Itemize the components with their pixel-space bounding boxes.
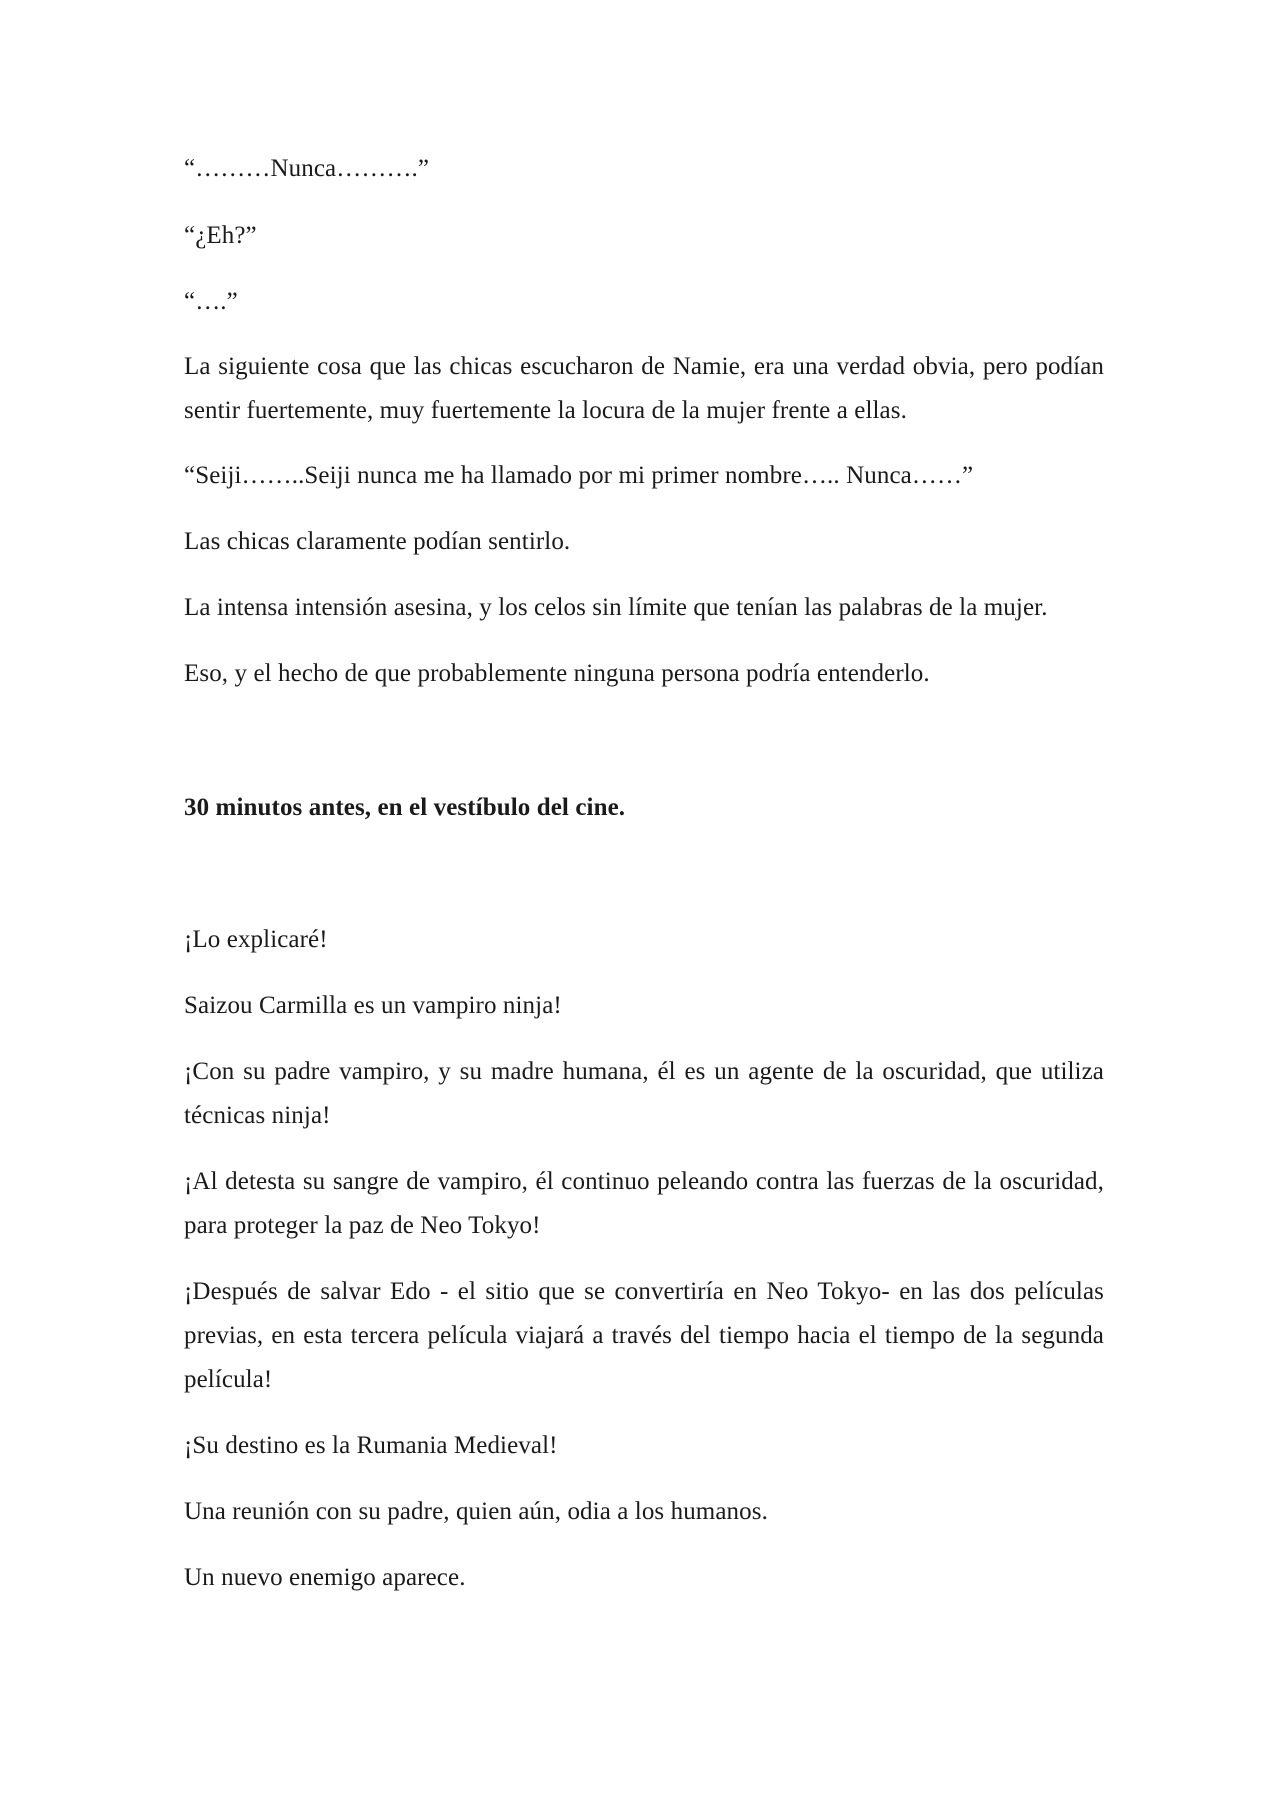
narration-paragraph: Las chicas claramente podían sentirlo. (184, 528, 571, 555)
narration-paragraph: La siguiente cosa que las chicas escucharon de Namie, era una verdad obvia, pero podían sentir fuertemente, muy fuertemente la locura de la mujer frente a ellas. (184, 353, 1104, 424)
dialogue-line-eh: “¿Eh?” (184, 222, 257, 249)
narration-paragraph: La intensa intensión asesina, y los celos sin límite que tenían las palabras de la mujer. (184, 594, 1048, 621)
dialogue-line-seiji: “Seiji……..Seiji nunca me ha llamado por mi primer nombre….. Nunca……” (184, 462, 974, 489)
narration-paragraph: Eso, y el hecho de que probablemente ninguna persona podría entenderlo. (184, 660, 930, 687)
narration-paragraph: ¡Su destino es la Rumania Medieval! (184, 1432, 558, 1459)
narration-paragraph: ¡Después de salvar Edo - el sitio que se convertiría en Neo Tokyo- en las dos películas previas, en esta tercera película viajará a través del tiempo hacia el tiempo de la segunda película! (184, 1278, 1104, 1393)
dialogue-line-ellipsis: “….” (184, 288, 238, 315)
scene-heading: 30 minutos antes, en el vestíbulo del cine. (184, 794, 626, 821)
narration-paragraph: Una reunión con su padre, quien aún, odia a los humanos. (184, 1498, 768, 1525)
narration-paragraph: Un nuevo enemigo aparece. (184, 1564, 466, 1591)
dialogue-line-nunca: “………Nunca……….” (184, 155, 430, 182)
narration-paragraph: ¡Al detesta su sangre de vampiro, él continuo peleando contra las fuerzas de la oscuridad, para proteger la paz de Neo Tokyo! (184, 1168, 1104, 1239)
narration-paragraph: Saizou Carmilla es un vampiro ninja! (184, 992, 562, 1019)
narration-paragraph: ¡Con su padre vampiro, y su madre humana, él es un agente de la oscuridad, que utiliza técnicas ninja! (184, 1058, 1104, 1129)
narration-paragraph: ¡Lo explicaré! (184, 926, 328, 953)
